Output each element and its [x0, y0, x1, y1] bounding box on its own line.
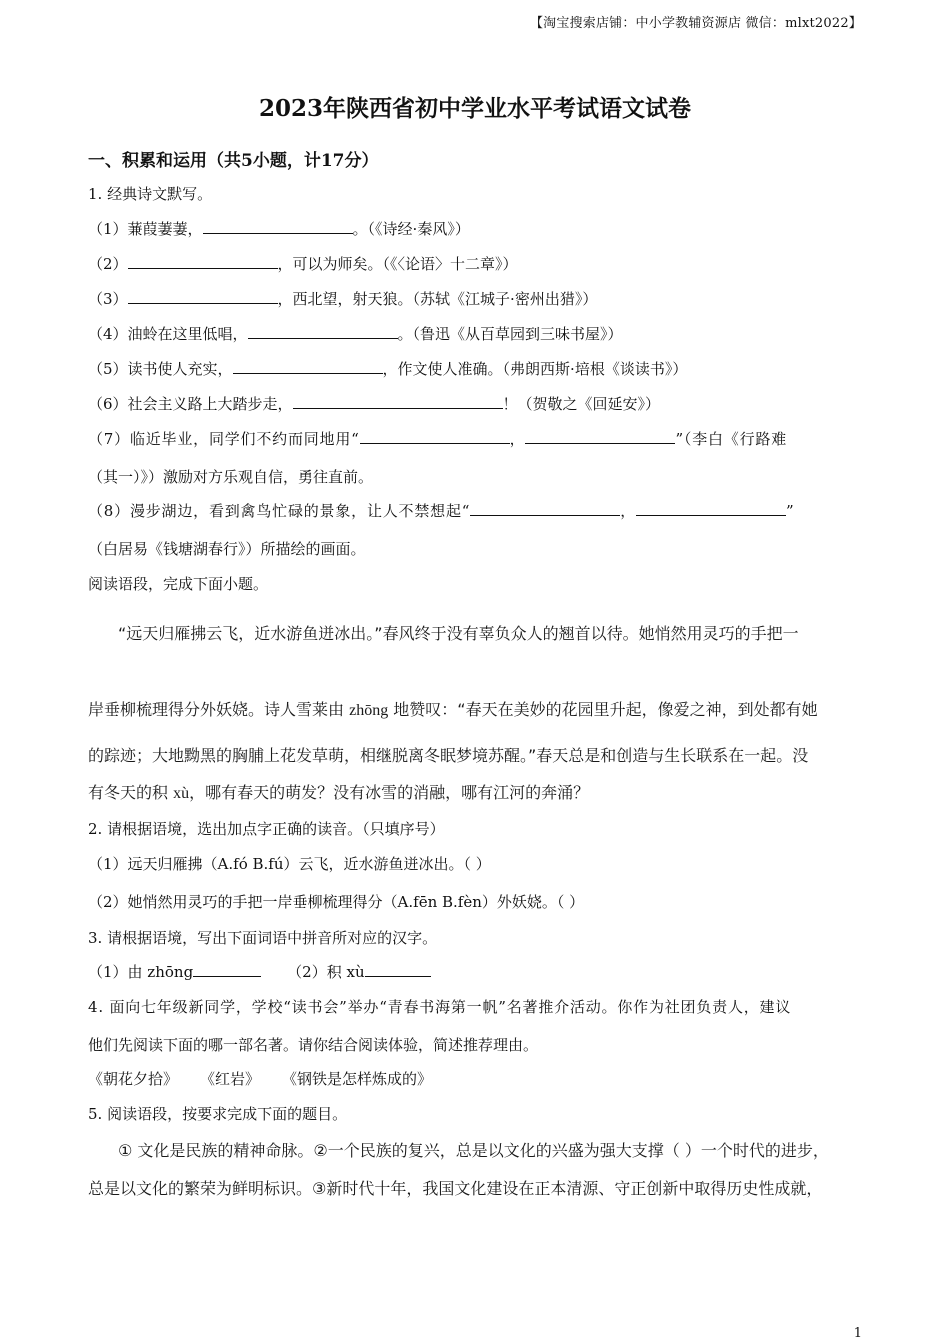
passage-line-1: “远天归雁拂云飞，近水游鱼迸冰出。”春风终于没有辜负众人的翘首以待。她悄然用灵巧的手把一: [118, 624, 799, 643]
q5-line-2: 总是以文化的繁荣为鲜明标识。③新时代十年，我国文化建设在正本清源、守正创新中取得历史性成就，: [88, 1179, 823, 1198]
q1-item-1: （1）蒹葭萋萋， 。（《诗经·秦风》）: [88, 220, 470, 238]
book-title: 《钢铁是怎样炼成的》: [282, 1070, 433, 1088]
page-number: 1: [853, 1326, 862, 1341]
book-title: 《红岩》: [200, 1070, 261, 1088]
q5-line-1: ① 文化是民族的精神命脉。②一个民族的复兴，总是以文化的兴盛为强大支撑（ ）一个时代的进步，: [118, 1141, 829, 1160]
answer-blank[interactable]: [128, 290, 278, 304]
q1-title: 1. 经典诗文默写。: [88, 185, 213, 203]
q4-books: [88, 1068, 432, 1089]
book-title: 《朝花夕拾》: [88, 1070, 179, 1088]
q3-title: 3. 请根据语境，写出下面词语中拼音所对应的汉字。: [88, 929, 438, 947]
answer-blank[interactable]: [365, 963, 431, 977]
answer-blank[interactable]: [193, 963, 261, 977]
answer-blank[interactable]: [293, 395, 503, 409]
store-header: 【淘宝搜索店铺：中小学教辅资源店 微信：mlxt2022】: [529, 16, 862, 31]
pinyin-zhong: zhōng: [349, 702, 389, 719]
q2-item-2: （2）她悄然用灵巧的手把一岸垂柳梳理得分（A.fēn B.fèn）外妖娆。（ ）: [88, 893, 585, 911]
q1-item-4: （4）油蛉在这里低唱， 。（鲁迅《从百草园到三味书屋》）: [88, 325, 623, 343]
q1-item-2: （2） ，可以为师矣。（《〈论语〉十二章》）: [88, 255, 518, 273]
q1-item-3: （3） ，西北望，射天狼。（苏轼《江城子·密州出猎》）: [88, 290, 598, 308]
answer-blank[interactable]: [360, 430, 510, 444]
answer-blank[interactable]: [470, 502, 620, 516]
answer-blank[interactable]: [233, 360, 383, 374]
reading-prompt: 阅读语段，完成下面小题。: [88, 575, 269, 593]
passage-line-3: 的踪迹；大地黝黑的胸脯上花发草萌，相继脱离冬眠梦境苏醒。”春天总是和创造与生长联系在一起。没: [88, 746, 809, 765]
passage-line-4: 有冬天的积 xù，哪有春天的萌发？没有冰雪的消融，哪有江河的奔涌？: [88, 783, 590, 802]
section-heading: 一、积累和运用（共5小题，计17分）: [88, 151, 379, 171]
q3-items: （1）由 zhōng （2）积 xù: [88, 961, 431, 982]
answer-blank[interactable]: [128, 255, 278, 269]
q4-line-1: 4. 面向七年级新同学，学校“读书会”举办“青春书海第一帆”名著推介活动。你作为社团负责人，建议: [88, 998, 792, 1016]
q1-item-6: （6）社会主义路上大踏步走， ！（贺敬之《回延安》）: [88, 395, 661, 413]
q1-item-8: （8）漫步湖边，看到禽鸟忙碌的景象，让人不禁想起“ ， ”: [88, 502, 795, 520]
q1-item-5: （5）读书使人充实， ，作文使人准确。（弗朗西斯·培根《谈读书》）: [88, 360, 688, 378]
q5-title: 5. 阅读语段，按要求完成下面的题目。: [88, 1105, 348, 1123]
q4-line-2: 他们先阅读下面的哪一部名著。请你结合阅读体验，简述推荐理由。: [88, 1036, 539, 1054]
q1-item-7: （7）临近毕业，同学们不约而同地用“ ， ”（李白《行路难: [88, 430, 788, 448]
answer-blank[interactable]: [203, 220, 353, 234]
q1-item-8-cont: （白居易《钱塘湖春行》）所描绘的画面。: [88, 540, 366, 558]
answer-blank[interactable]: [525, 430, 675, 444]
exam-title: 2023年陕西省初中学业水平考试语文试卷: [258, 95, 691, 122]
pinyin-xu: xù: [173, 785, 190, 802]
answer-blank[interactable]: [636, 502, 786, 516]
passage-line-2: 岸垂柳梳理得分外妖娆。诗人雪莱由 zhōng 地赞叹：“春天在美妙的花园里升起，像爱之神，到处都有她: [88, 700, 818, 719]
q2-item-1: （1）远天归雁拂（A.fó B.fú）云飞，近水游鱼迸冰出。（ ）: [88, 855, 491, 873]
q2-title: 2. 请根据语境，选出加点字正确的读音。（只填序号）: [88, 820, 445, 838]
answer-blank[interactable]: [248, 325, 398, 339]
q1-item-7-cont: （其一）》）激励对方乐观自信，勇往直前。: [88, 468, 374, 486]
